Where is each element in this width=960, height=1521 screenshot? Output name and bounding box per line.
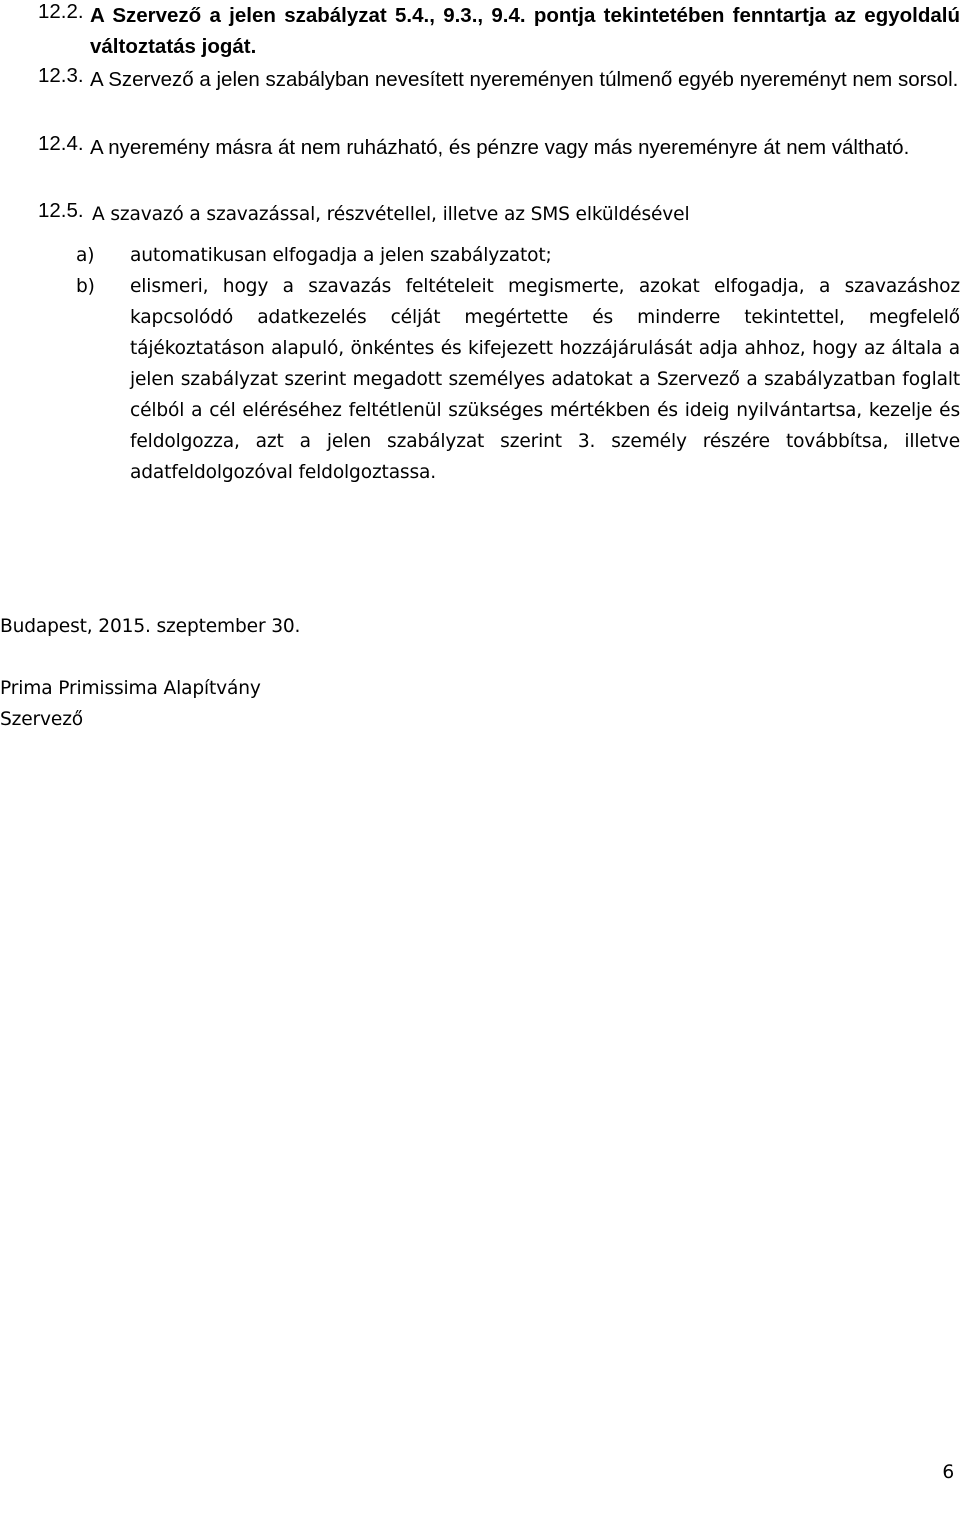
place-date: Budapest, 2015. szeptember 30. [0,616,301,637]
list-item [76,271,960,488]
organization-name: Prima Primissima Alapítvány [0,678,261,699]
section-text: A szavazó a szavazással, részvétellel, illetve az SMS elküldésével [92,204,690,225]
list-marker: a) [76,245,95,266]
section-number: 12.4. [38,132,84,155]
section-12-4 [38,132,960,163]
organizer-role: Szervező [0,709,84,730]
page-number: 6 [942,1462,954,1483]
section-number: 12.5. [38,199,84,222]
section-12-3 [38,64,960,95]
section-text: A Szervező a jelen szabályban nevesített nyereményen túlmenő egyéb nyereményt nem sorsol. [90,68,959,91]
list-item-text: automatikusan elfogadja a jelen szabályzatot; [130,245,552,266]
list-marker: b) [76,276,95,297]
section-12-2 [38,0,960,62]
section-number: 12.2. [38,0,84,23]
list-item-text: elismeri, hogy a szavazás feltételeit megismerte, azokat elfogadja, a szavazáshoz kapcsolódó adatkezelés célját megértette és minderre tekintettel, megfelelő tájékoztatáson alapuló, önkéntes és kifejezett hozzájárulását adja ahhoz, hogy az általa a jelen szabályzat szerint megadott személyes adatokat a Szervező a szabályzatban foglalt célból a cél eléréséhez feltétlenül szükséges mértékben és ideig nyilvántartsa, kezelje és feldolgozza, azt a jelen szabályzat szerint 3. személy részére továbbítsa, illetve adatfeldolgozóval feldolgoztassa. [130,276,960,483]
section-number: 12.3. [38,64,84,87]
section-12-5-list [76,240,960,488]
section-text: A Szervező a jelen szabályzat 5.4., 9.3., 9.4. pontja tekintetében fenntartja az egyoldalú változtatás jogát. [90,4,960,58]
list-item [76,240,960,271]
section-12-5 [38,199,960,230]
section-text: A nyeremény másra át nem ruházható, és pénzre vagy más nyereményre át nem váltható. [90,136,910,159]
